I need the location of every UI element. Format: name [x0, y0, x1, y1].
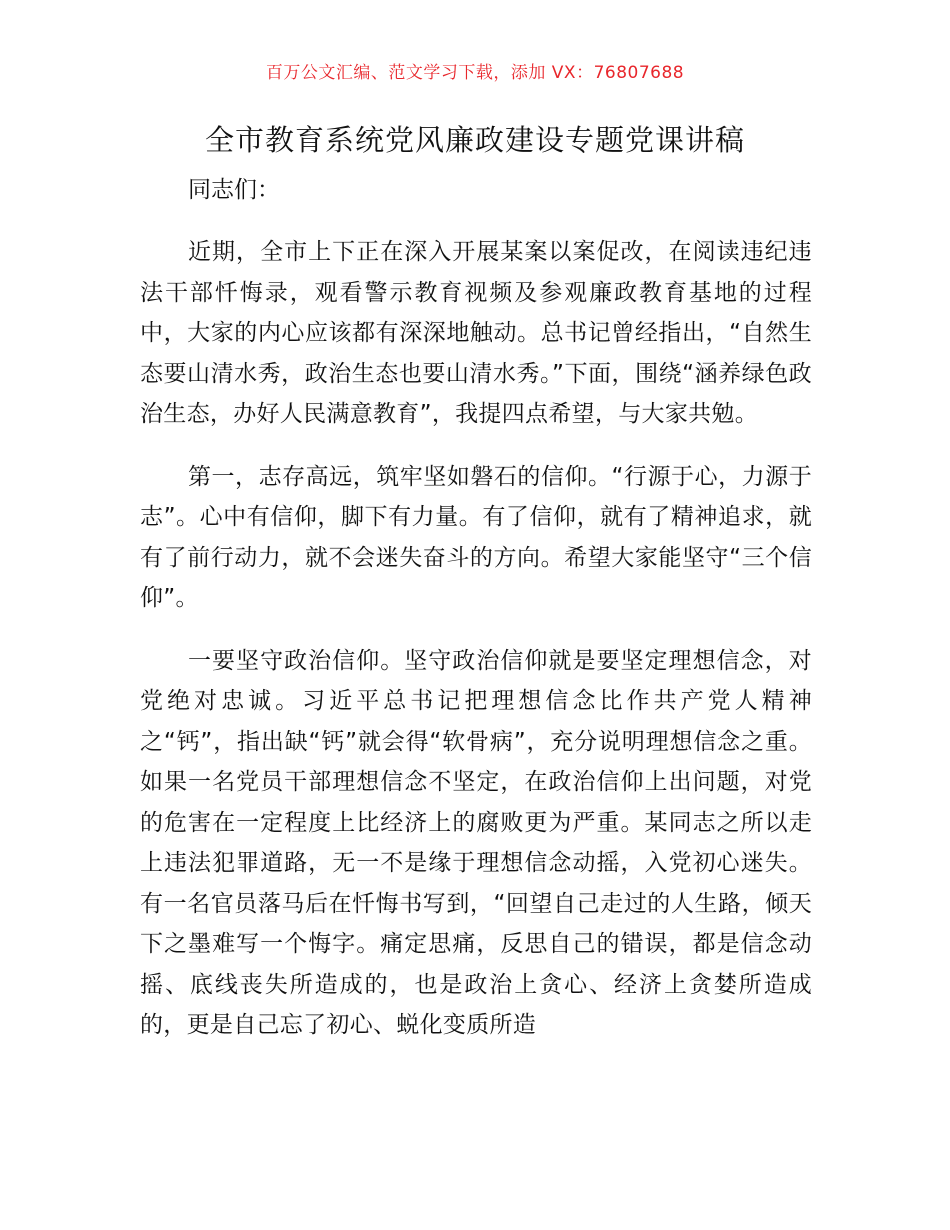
document-body: [140, 170, 812, 1068]
paragraph-point-one: 第一，志存高远，筑牢坚如磐石的信仰。“行源于心，力源于志”。心中有信仰，脚下有力量。有了信仰，就有了精神追求，就有了前行动力，就不会迷失奋斗的方向。希望大家能坚守“三个信仰”。: [140, 463, 812, 611]
paragraph-political-belief: 一要坚守政治信仰。坚守政治信仰就是要坚定理想信念，对党绝对忠诚。习近平总书记把理想信念比作共产党人精神之“钙”，指出缺“钙”就会得“软骨病”，充分说明理想信念之重。如果一名党员干部理想信念不坚定，在政治信仰上出问题，对党的危害在一定程度上比经济上的腐败更为严重。某同志之所以走上违法犯罪道路，无一不是缘于理想信念动摇，入党初心迷失。有一名官员落马后在忏悔书写到，“回望自己走过的人生路，倾天下之墨难写一个悔字。痛定思痛，反思自己的错误，都是信念动摇、底线丧失所造成的，也是政治上贪心、经济上贪婪所造成的，更是自己忘了初心、蜕化变质所造: [140, 647, 812, 1038]
document-title: 全市教育系统党风廉政建设专题党课讲稿: [204, 123, 745, 157]
watermark-text: 百万公文汇编、范文学习下载，添加 VX：76807688: [265, 63, 685, 83]
paragraph-intro: 近期，全市上下正在深入开展某案以案促改，在阅读违纪违法干部忏悔录，观看警示教育视频及参观廉政教育基地的过程中，大家的内心应该都有深深地触动。总书记曾经指出，“自然生态要山清水秀，政治生态也要山清水秀。”下面，围绕“涵养绿色政治生态，办好人民满意教育”，我提四点希望，与大家共勉。: [140, 239, 812, 427]
salutation: 同志们：: [188, 177, 280, 203]
